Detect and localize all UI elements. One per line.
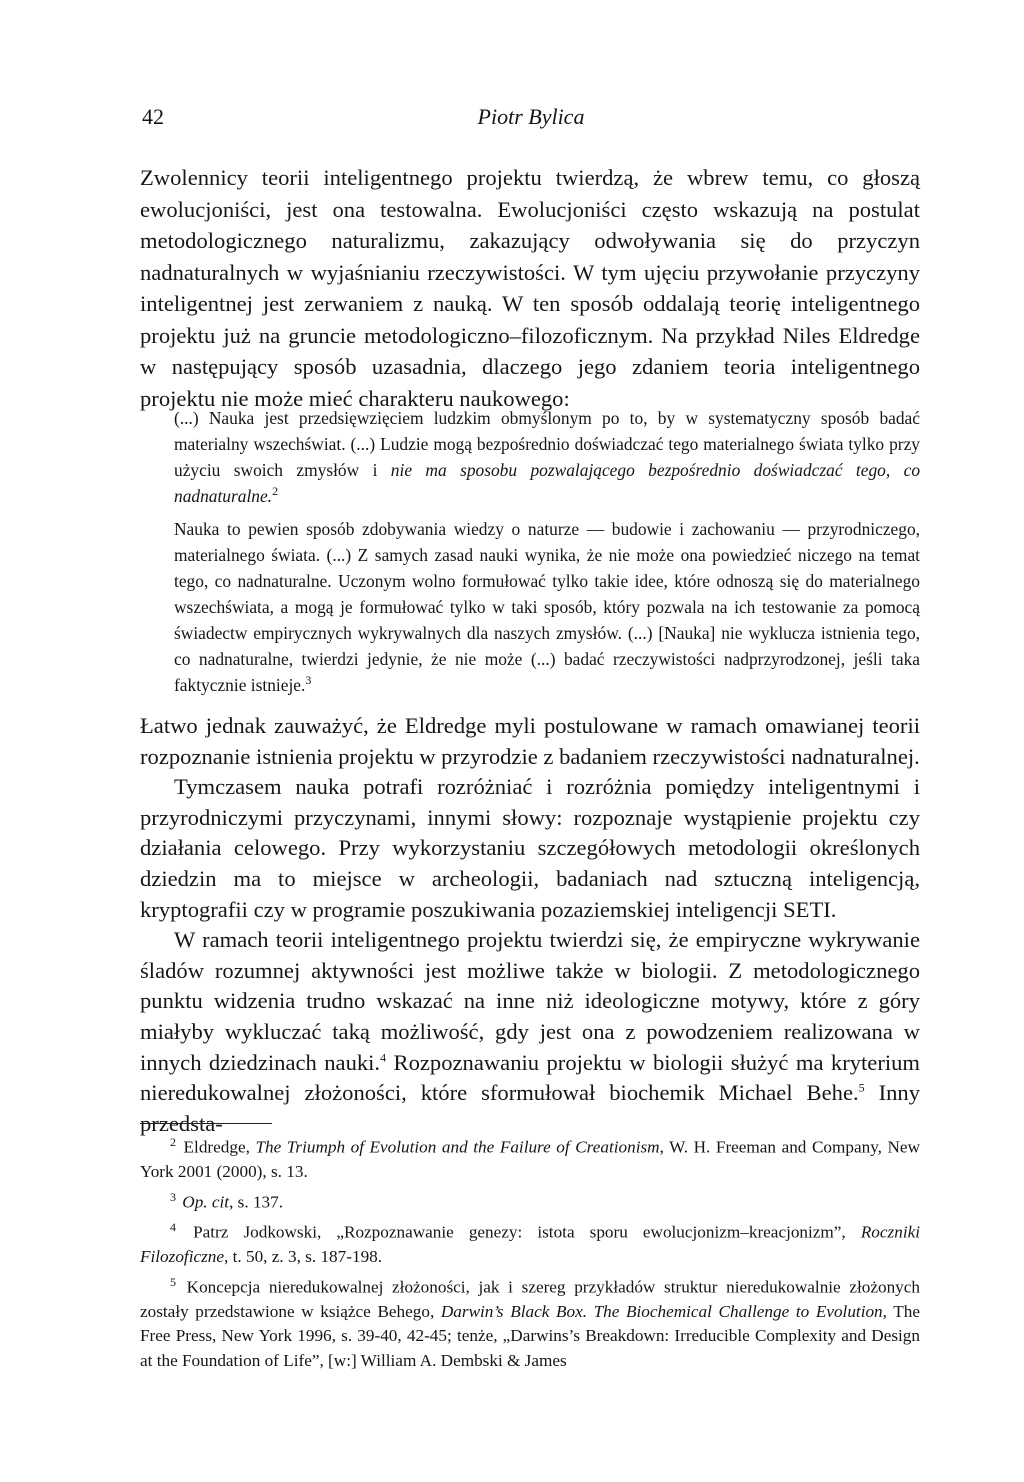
quote-1-text: [174, 405, 920, 509]
footnote-4-author: Patrz Jodkowski, „Rozpoznawanie genezy: istota sporu ewolucjonizm–kreacjonizm”,: [178, 1222, 861, 1242]
block-quote-1: [174, 405, 920, 509]
quote-1-italic: nie ma sposobu pozwalającego bezpośrednio doświadczać tego, co nadnaturalne.: [174, 460, 921, 506]
running-title: Piotr Bylica: [477, 104, 585, 129]
footnote-ref-4: 4: [380, 1050, 387, 1064]
footnote-3-page: , s. 137.: [229, 1192, 284, 1212]
paragraph-science-distinguishes: Tymczasem nauka potrafi rozróżniać i rozróżnia pomiędzy inteligentnymi i przyrodniczymi przyczynami, innymi słowy: rozpoznaje wystąpienie projektu czy działania celowego. Przy wykorzystaniu szczegółowych metodologii określonych dziedzin ma to miejsce w archeologii, badaniach nad sztuczną inteligencją, kryptografii czy w programie poszukiwania pozaziemskiej inteligencji SETI.: [140, 774, 920, 922]
paragraph-id-theory: [140, 925, 920, 1139]
footnote-2-title: The Triumph of Evolution and the Failure of Creationism: [255, 1137, 660, 1157]
footnote-5-details: , The Free Press, New York 1996, s. 39-40, 42-45; tenże, „Darwins’s Breakdown: Irreducible Complexity and Design at the Foundation of Life”, [w:] William A. Dembski & James: [140, 1301, 920, 1370]
paragraph-eldredge-critique: Łatwo jednak zauważyć, że Eldredge myli postulowane w ramach omawianej teorii rozpoznanie istnienia projektu w przyrodzie z badaniem rzeczywistości nadnaturalnej.: [140, 713, 920, 769]
footnote-4-details: , t. 50, z. 3, s. 187-198.: [224, 1247, 383, 1267]
footnote-2-number: 2: [170, 1135, 176, 1149]
quote-2-text: [174, 516, 920, 698]
page-header: [142, 104, 920, 134]
footnote-ref-2: 2: [272, 484, 279, 499]
footnote-4-number: 4: [170, 1219, 176, 1234]
footnote-5-title: Darwin’s Black Box. The Biochemical Challenge to Evolution: [440, 1301, 883, 1321]
footnote-ref-5: 5: [858, 1080, 865, 1095]
footnote-3: [140, 1185, 920, 1215]
footnote-5-number: 5: [170, 1274, 176, 1289]
footnote-2: [140, 1130, 920, 1185]
quote-1-plain: (...) Nauka jest przedsięwzięciem ludzkim obmyślonym po to, by w systematyczny sposób badać materialny wszechświat. (...) Ludzie mogą bezpośrednio doświadczać tego materialnego świata tylko przy użyciu swoich zmysłów i: [174, 408, 920, 480]
footnote-5: [140, 1270, 920, 1374]
footnotes: [140, 1130, 920, 1373]
paragraph-id-text-c: Inny przedsta-: [140, 1080, 920, 1136]
page-number: 42: [142, 104, 164, 129]
footnote-2-author: Eldredge,: [178, 1137, 256, 1157]
footnote-3-number: 3: [170, 1189, 176, 1204]
footnote-5-text: Koncepcja nieredukowalnej złożoności, jak i szereg przykładów struktur nieredukowalnie złożonych zostały przedstawione w książce Behego,: [140, 1277, 920, 1321]
footnote-3-ref: Op. cit: [182, 1192, 230, 1212]
paragraph-intro: Zwolennicy teorii inteligentnego projektu twierdzą, że wbrew temu, co głoszą ewolucjoniści, jest ona testowalna. Ewolucjoniści często wskazują na postulat metodologicznego naturalizmu, zakazujący odwoływania się do przyczyn nadnaturalnych w wyjaśnianiu rzeczywistości. W tym ujęciu przywołanie przyczyny inteligentnej jest zerwaniem z nauką. W ten sposób oddalają teorię inteligentnego projektu już na gruncie metodologiczno–filozoficznym. Na przykład Niles Eldredge w następujący sposób uzasadnia, dlaczego jego zdaniem teoria inteligentnego projektu nie może mieć charakteru naukowego:: [140, 165, 920, 411]
body-paragraph-1: [140, 162, 920, 414]
footnote-divider: [140, 1123, 272, 1124]
body-paragraphs-2: [140, 711, 920, 1139]
footnote-4: [140, 1215, 920, 1270]
block-quote-2: [174, 516, 920, 698]
footnote-2-publisher: , W. H. Freeman and Company, New York 2001 (2000), s. 13.: [140, 1137, 920, 1182]
paragraph-id-text-a: W ramach teorii inteligentnego projektu twierdzi się, że empiryczne wykrywanie śladów rozumnej aktywności jest możliwe także w biologii. Z metodologicznego punktu widzenia trudno wskazać na inne niż ideologiczne motywy, które z góry miałyby wykluczać taką możliwość, gdy jest ona z powodzeniem realizowana w innych dziedzinach nauki.: [140, 927, 920, 1075]
footnote-4-journal: Roczniki Filozoficzne: [140, 1222, 920, 1267]
paragraph-id-text-b: Rozpoznawaniu projektu w biologii służyć ma kryterium nieredukowalnej złożoności, które sformułował biochemik Michael Behe.: [140, 1049, 920, 1106]
quote-2-body: Nauka to pewien sposób zdobywania wiedzy o naturze — budowie i zachowaniu — przyrodniczego, materialnego świata. (...) Z samych zasad nauki wynika, że nie może ona powiedzieć niczego na temat tego, co nadnaturalne. Uczonym wolno formułować tylko takie idee, które odnoszą się do materialnego wszechświata, a mogą je formułować tylko w taki sposób, który pozwala na ich testowanie za pomocą świadectw empirycznych wykrywalnych dla naszych zmysłów. (...) [Nauka] nie wyklucza istnienia tego, co nadnaturalne, twierdzi jedynie, że nie może (...) badać rzeczywistości nadprzyrodzonej, jeśli taka faktycznie istnieje.: [174, 519, 920, 695]
footnote-ref-3: 3: [305, 673, 312, 688]
